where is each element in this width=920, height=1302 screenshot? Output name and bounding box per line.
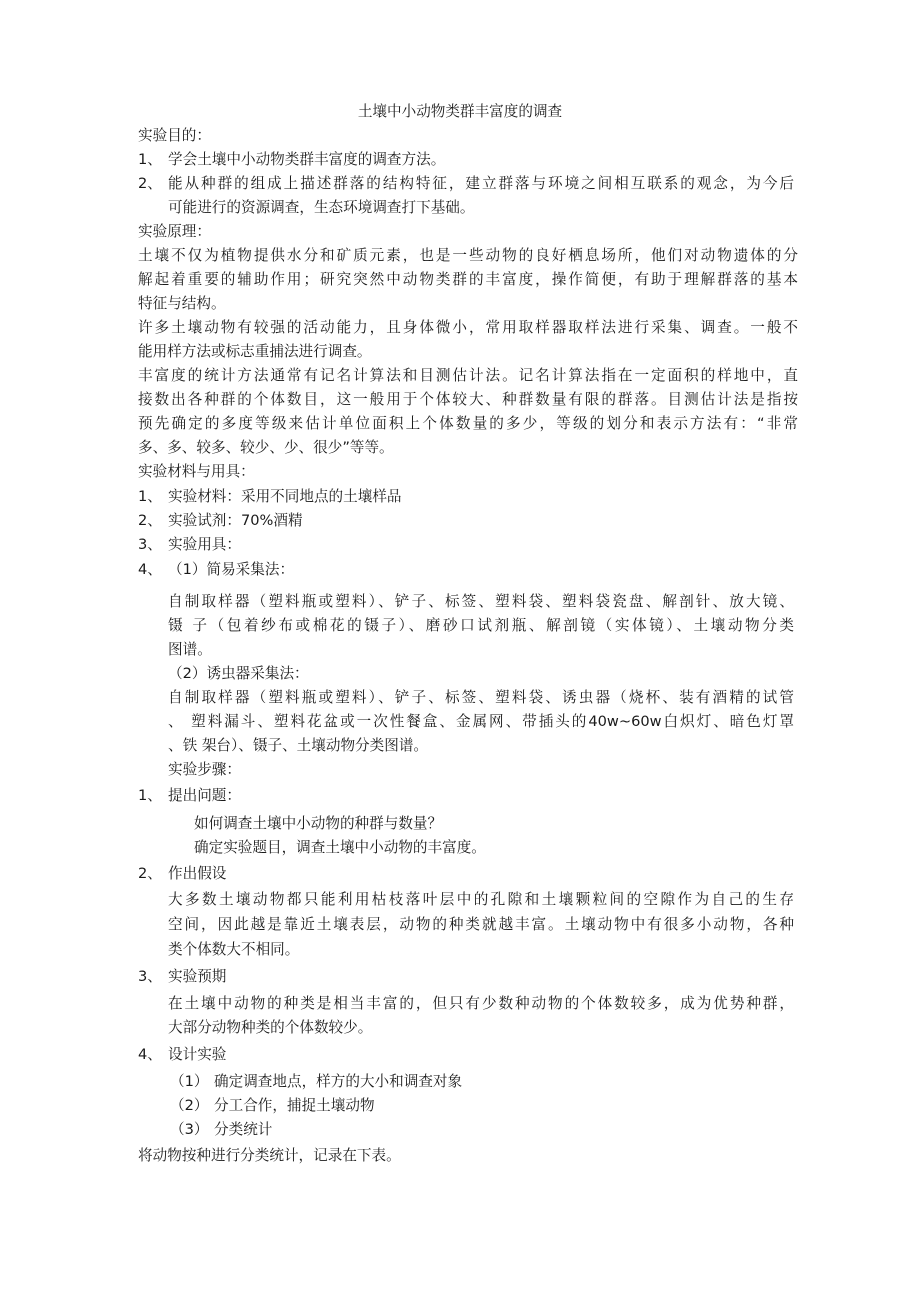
- step1-title: 提出问题：: [168, 787, 241, 804]
- step4-item-number: （3）: [170, 1121, 209, 1138]
- step1-line: 如何调查土壤中小动物的种群与数量？: [194, 815, 443, 832]
- list-number: 4、: [138, 561, 162, 578]
- section-heading-purpose: 实验目的：: [138, 127, 211, 144]
- closing-line: 将动物按种进行分类统计，记录在下表。: [138, 1147, 401, 1164]
- principle-para1-line: 土壤不仅为植物提供水分和矿质元素，也是一些动物的良好栖息场所，他们对动物遗体的分: [138, 247, 798, 264]
- simple-method-line: 镊 子（包着纱布或棉花的镊子）、磨砂口试剂瓶、解剖镜（实体镜）、土壤动物分类: [168, 617, 794, 634]
- principle-para1-line: 解起着重要的辅助作用；研究突然中动物类群的丰富度，操作简便，有助于理解群落的基本: [138, 271, 798, 288]
- list-number: 2、: [138, 512, 162, 529]
- section-heading-steps: 实验步骤：: [168, 761, 241, 778]
- step4-item-number: （1）: [170, 1073, 209, 1090]
- list-number: 3、: [138, 968, 162, 985]
- list-number: 2、: [138, 175, 162, 192]
- step4-item: 分工合作，捕捉土壤动物: [214, 1097, 375, 1114]
- materials-item-2: 实验试剂：70%酒精: [168, 512, 303, 529]
- list-number: 1、: [138, 488, 162, 505]
- step2-title: 作出假设: [168, 865, 227, 882]
- principle-para2-line: 能用样方法或标志重捕法进行调查。: [138, 343, 372, 360]
- list-number: 1、: [138, 151, 162, 168]
- materials-item-4: （1）简易采集法：: [168, 561, 295, 578]
- trap-method-line: 、 塑料漏斗、塑料花盆或一次性餐盒、金属网、带插头的40w~60w白炽灯、暗色灯罩: [168, 713, 794, 730]
- principle-para3-line: 预先确定的多度等级来估计单位面积上个体数量的多少，等级的划分和表示方法有：“非常: [138, 415, 798, 432]
- trap-method-heading: （2）诱虫器采集法：: [168, 665, 309, 682]
- purpose-item-1: 学会土壤中小动物类群丰富度的调查方法。: [168, 151, 446, 168]
- step3-title: 实验预期: [168, 968, 227, 985]
- list-number: 1、: [138, 787, 162, 804]
- list-number: 3、: [138, 536, 162, 553]
- materials-item-3: 实验用具：: [168, 536, 241, 553]
- purpose-item-2-line: 能从种群的组成上描述群落的结构特征，建立群落与环境之间相互联系的观念，为今后: [168, 175, 794, 192]
- principle-para3-line: 丰富度的统计方法通常有记名计算法和目测估计法。记名计算法指在一定面积的样地中，直: [138, 367, 798, 384]
- step4-item-number: （2）: [170, 1097, 209, 1114]
- principle-para1-line: 特征与结构。: [138, 295, 226, 312]
- simple-method-line: 图谱。: [168, 641, 212, 658]
- step4-item: 分类统计: [214, 1121, 273, 1138]
- step2-line: 空间，因此越是靠近土壤表层，动物的种类就越丰富。土壤动物中有很多小动物，各种: [168, 916, 794, 933]
- section-heading-principle: 实验原理：: [138, 223, 211, 240]
- principle-para3-line: 多、多、较多、较少、少、很少”等等。: [138, 439, 394, 456]
- step2-line: 大多数土壤动物都只能利用枯枝落叶层中的孔隙和土壤颗粒间的空隙作为自己的生存: [168, 891, 794, 908]
- materials-item-1: 实验材料：采用不同地点的土壤样品: [168, 488, 402, 505]
- step1-line: 确定实验题目，调查土壤中小动物的丰富度。: [194, 839, 486, 856]
- principle-para2-line: 许多土壤动物有较强的活动能力，且身体微小，常用取样器取样法进行采集、调查。一般不: [138, 319, 798, 336]
- list-number: 2、: [138, 865, 162, 882]
- trap-method-line: 自制取样器（塑料瓶或塑料）、铲子、标签、塑料袋、诱虫器（烧杯、装有酒精的试管: [168, 689, 794, 706]
- step2-line: 类个体数大不相同。: [168, 941, 300, 958]
- list-number: 4、: [138, 1046, 162, 1063]
- principle-para3-line: 接数出各种群的个体数目，这一般用于个体较大、种群数量有限的群落。目测估计法是指按: [138, 391, 798, 408]
- step4-title: 设计实验: [168, 1046, 227, 1063]
- simple-method-line: 自制取样器（塑料瓶或塑料）、铲子、标签、塑料袋、塑料袋瓷盘、解剖针、放大镜、: [168, 593, 794, 610]
- step4-item: 确定调查地点，样方的大小和调查对象: [214, 1073, 463, 1090]
- step3-line: 在土壤中动物的种类是相当丰富的，但只有少数种动物的个体数较多，成为优势种群，: [168, 995, 794, 1012]
- purpose-item-2-line: 可能进行的资源调查，生态环境调查打下基础。: [168, 199, 475, 216]
- document-title: 土壤中小动物类群丰富度的调查: [357, 103, 563, 120]
- section-heading-materials: 实验材料与用具：: [138, 463, 255, 480]
- step3-line: 大部分动物种类的个体数较少。: [168, 1019, 373, 1036]
- trap-method-line: 、铁 架台）、镊子、土壤动物分类图谱。: [168, 737, 429, 754]
